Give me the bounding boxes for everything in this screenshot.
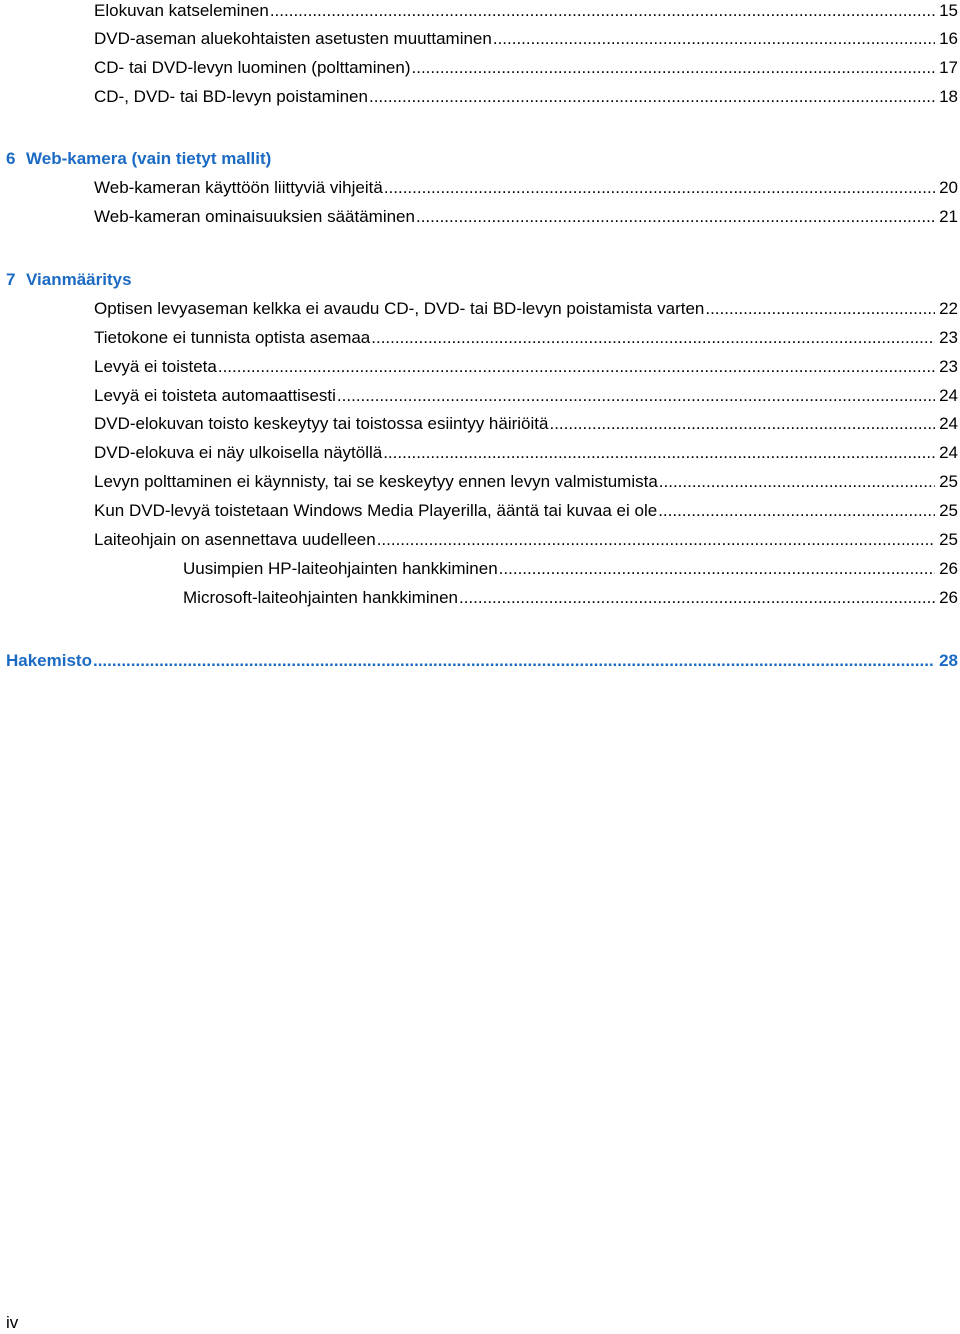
chapter-number: 6 [6, 149, 16, 168]
toc-leader-dots [377, 529, 935, 551]
toc-subentry[interactable] [183, 587, 958, 609]
toc-entry-page: 22 [939, 299, 958, 318]
toc-chapter-heading[interactable] [6, 148, 271, 170]
toc-entry-label: Web-kameran ominaisuuksien säätäminen [94, 207, 415, 226]
toc-leader-dots [218, 356, 935, 378]
toc-leader-dots [493, 28, 935, 50]
chapter-title: Vianmääritys [26, 270, 132, 289]
toc-entry[interactable] [94, 471, 958, 493]
toc-entry-page: 17 [939, 58, 958, 77]
toc-entry-page: 24 [939, 414, 958, 433]
toc-leader-dots [412, 57, 936, 79]
toc-entry[interactable] [94, 356, 958, 378]
toc-leader-dots [383, 442, 935, 464]
toc-entry-page: 26 [939, 588, 958, 607]
toc-subentry[interactable] [183, 558, 958, 580]
toc-entry[interactable] [94, 177, 958, 199]
toc-entry-page: 20 [939, 178, 958, 197]
toc-entry-label: CD- tai DVD-levyn luominen (polttaminen) [94, 58, 411, 77]
toc-leader-dots [416, 206, 935, 228]
toc-leader-dots [459, 587, 935, 609]
toc-leader-dots [337, 385, 935, 407]
toc-entry-page: 25 [939, 501, 958, 520]
toc-entry-label: Tietokone ei tunnista optista asemaa [94, 328, 371, 347]
toc-entry-page: 24 [939, 443, 958, 462]
toc-entry-label: Optisen levyaseman kelkka ei avaudu CD-, DVD- tai BD-levyn poistamista varten [94, 299, 705, 318]
toc-entry-label: DVD-elokuva ei näy ulkoisella näytöllä [94, 443, 383, 462]
toc-entry-page: 18 [939, 87, 958, 106]
toc-entry[interactable] [94, 529, 958, 551]
toc-leader-dots [659, 471, 935, 493]
chapter-number: 7 [6, 270, 16, 289]
toc-entry[interactable] [94, 28, 958, 50]
toc-entry[interactable] [94, 0, 958, 22]
toc-leader-dots [549, 413, 935, 435]
toc-entry-label: Microsoft-laiteohjainten hankkiminen [183, 588, 458, 607]
toc-entry-page: 21 [939, 207, 958, 226]
chapter-title: Web-kamera (vain tietyt mallit) [26, 149, 272, 168]
toc-entry[interactable] [94, 57, 958, 79]
toc-entry-page: 23 [939, 357, 958, 376]
toc-entry[interactable] [94, 298, 958, 320]
toc-entry-label: Kun DVD-levyä toistetaan Windows Media Playerilla, ääntä tai kuvaa ei ole [94, 501, 658, 520]
toc-entry-page: 15 [939, 1, 958, 20]
toc-entry[interactable] [94, 413, 958, 435]
toc-entry-label: Uusimpien HP-laiteohjainten hankkiminen [183, 559, 498, 578]
toc-entry-label: Levyä ei toisteta automaattisesti [94, 386, 336, 405]
toc-entry-label: Hakemisto [6, 651, 92, 670]
toc-entry-page: 16 [939, 29, 958, 48]
toc-entry-label: Levyä ei toisteta [94, 357, 217, 376]
page-number: iv [6, 1313, 19, 1332]
toc-entry-label: DVD-elokuvan toisto keskeytyy tai toistossa esiintyy häiriöitä [94, 414, 549, 433]
toc-entry-label: Levyn polttaminen ei käynnisty, tai se keskeytyy ennen levyn valmistumista [94, 472, 658, 491]
toc-entry-label: CD-, DVD- tai BD-levyn poistaminen [94, 87, 368, 106]
toc-entry[interactable] [94, 206, 958, 228]
toc-leader-dots [369, 86, 935, 108]
toc-chapter-heading[interactable] [6, 269, 132, 291]
toc-entry-page: 28 [939, 651, 958, 670]
toc-entry-page: 25 [939, 530, 958, 549]
toc-leader-dots [384, 177, 935, 199]
toc-entry[interactable] [94, 86, 958, 108]
toc-leader-dots [705, 298, 935, 320]
toc-entry-label: Laiteohjain on asennettava uudelleen [94, 530, 376, 549]
toc-entry-page: 26 [939, 559, 958, 578]
toc-entry-label: Web-kameran käyttöön liittyviä vihjeitä [94, 178, 383, 197]
toc-leader-dots [658, 500, 935, 522]
toc-entry[interactable] [94, 442, 958, 464]
toc-leader-dots [371, 327, 935, 349]
toc-leader-dots [270, 0, 935, 22]
toc-entry-label: DVD-aseman aluekohtaisten asetusten muuttaminen [94, 29, 492, 48]
toc-entry-page: 25 [939, 472, 958, 491]
toc-leader-dots [93, 650, 935, 672]
toc-entry[interactable] [94, 385, 958, 407]
toc-entry[interactable] [94, 500, 958, 522]
toc-index-entry[interactable] [6, 650, 958, 672]
toc-entry-page: 24 [939, 386, 958, 405]
toc-entry-label: Elokuvan katseleminen [94, 1, 269, 20]
toc-leader-dots [499, 558, 935, 580]
toc-entry-page: 23 [939, 328, 958, 347]
toc-entry[interactable] [94, 327, 958, 349]
